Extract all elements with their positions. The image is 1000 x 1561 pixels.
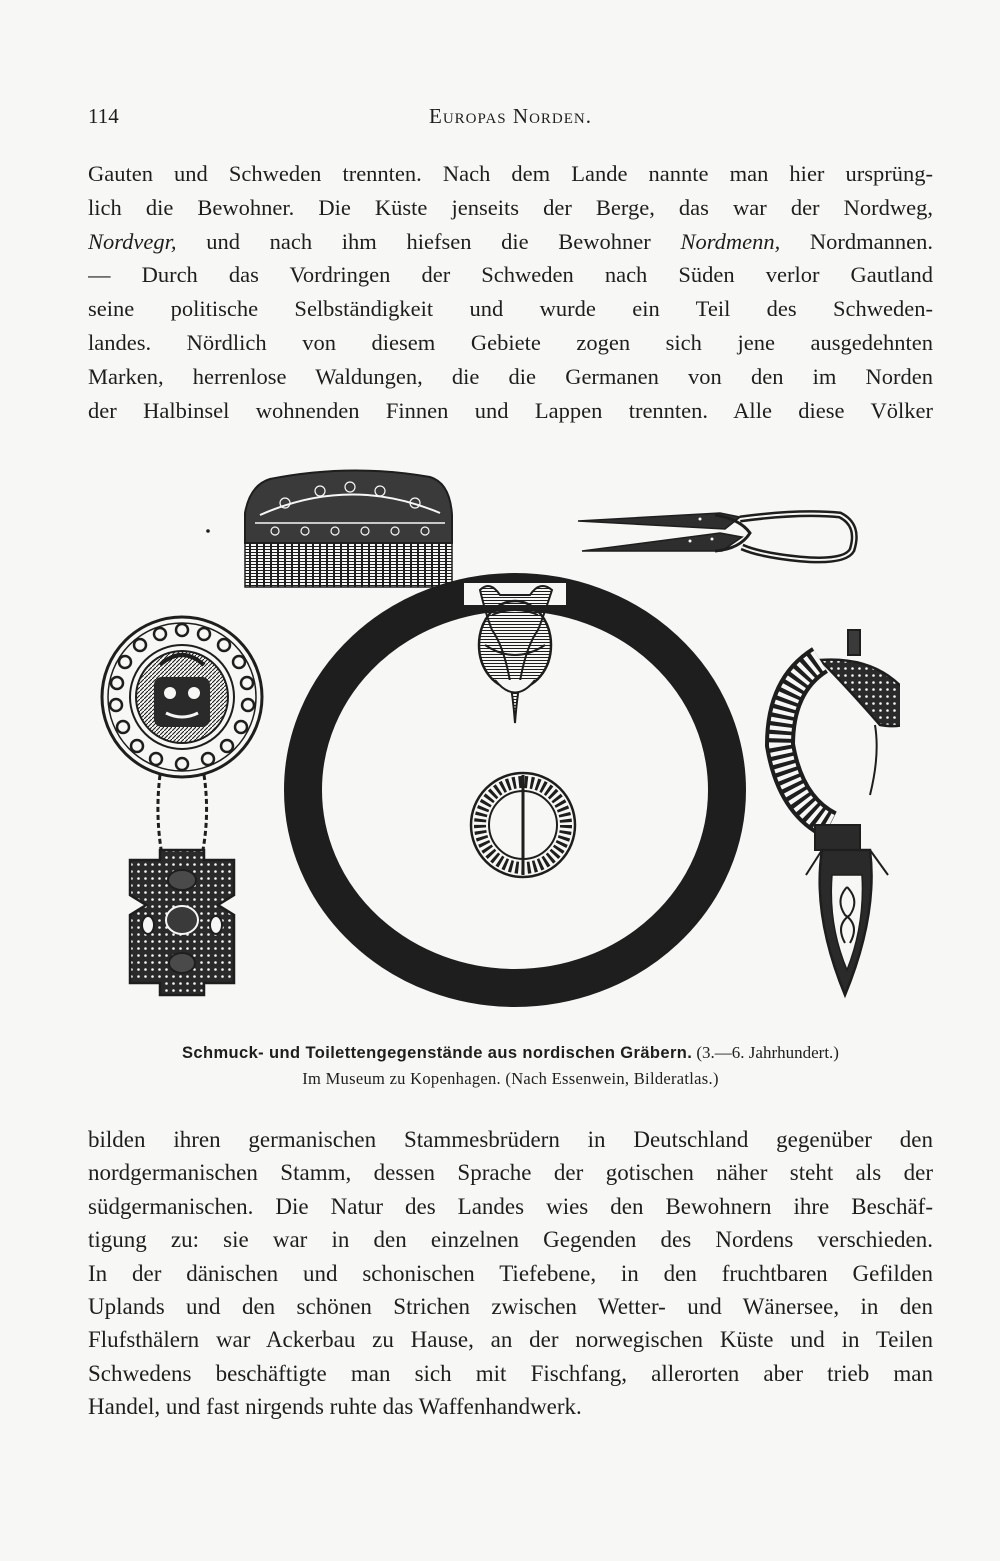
neck-ring-illustration [287, 576, 743, 1004]
bow-brooch-illustration [780, 630, 900, 995]
text-line [88, 258, 933, 292]
text-line: Handel, und fast nirgends ruhte das Waffenhandwerk. [88, 1394, 582, 1420]
text-span: und nach ihm hiefsen die Bewohner [176, 228, 681, 254]
text-span: Gauten und Schweden trennten. Nach dem Lande nannte man hier ursprüng- [88, 161, 933, 186]
text-span: der Halbinsel wohnenden Finnen und Lappen trennten. Alle diese Völker [88, 397, 933, 423]
caption-date: (3.—6. Jahrhundert.) [696, 1043, 839, 1062]
page-number: 114 [88, 104, 119, 128]
italic-term: Nordmenn, [680, 228, 781, 254]
ring-brooch-illustration [471, 773, 575, 877]
disc-pendant-illustration [102, 617, 262, 995]
text-line: In der dänischen und schonischen Tiefebene, in den fruchtbaren Gefilden [88, 1260, 933, 1286]
artifacts-engraving [100, 455, 900, 1035]
text-line: Flufsthälern war Ackerbau zu Hause, an der norwegischen Küste und in Teilen [88, 1327, 933, 1353]
paragraph-bottom [88, 1123, 933, 1424]
shears-illustration [578, 513, 854, 560]
text-line: Uplands und den schönen Strichen zwischen Wetter- und Wänersee, in den [88, 1293, 933, 1319]
text-span: Nordmannen. [780, 228, 933, 254]
text-line: südgermanischen. Die Natur des Landes wies den Bewohnern ihre Beschäf- [88, 1193, 933, 1219]
comb-illustration [206, 470, 452, 587]
engraving-illustration [100, 455, 900, 1035]
text-line [88, 360, 933, 394]
text-line: bilden ihren germanischen Stammesbrüdern in Deutschland gegenüber den [88, 1127, 933, 1152]
text-line [88, 326, 933, 360]
italic-term: Nordvegr, [88, 228, 177, 254]
text-line [88, 394, 933, 428]
text-span: Marken, herrenlose Waldungen, die die Germanen von den im Norden [88, 363, 933, 389]
figure-credit: Im Museum zu Kopenhagen. (Nach Essenwein, Bilderatlas.) [302, 1069, 719, 1088]
caption-title: Schmuck- und Toilettengegenstände aus nordischen Gräbern. [182, 1044, 693, 1062]
text-line: tigung zu: sie war in den einzelnen Gegenden des Nordens verschieden. [88, 1227, 933, 1253]
figure-caption [88, 1043, 933, 1063]
text-span: seine politische Selbständigkeit und wurde ein Teil des Schweden- [88, 296, 933, 322]
text-line: Schwedens beschäftigte man sich mit Fischfang, allerorten aber trieb man [88, 1360, 933, 1386]
running-title: Europas Norden. [429, 104, 592, 128]
text-line [88, 157, 933, 191]
text-line [88, 191, 933, 225]
text-span: — Durch das Vordringen der Schweden nach Süden verlor Gautland [88, 262, 933, 288]
text-line [88, 292, 933, 326]
paragraph-top [88, 157, 933, 427]
text-line: nordgermanischen Stamm, dessen Sprache der gotischen näher steht als der [88, 1160, 933, 1186]
page-header [88, 104, 933, 134]
text-line [88, 225, 933, 259]
text-span: landes. Nördlich von diesem Gebiete zogen sich jene ausgedehnten [88, 329, 933, 355]
text-span: lich die Bewohner. Die Küste jenseits der Berge, das war der Nordweg, [88, 194, 933, 220]
